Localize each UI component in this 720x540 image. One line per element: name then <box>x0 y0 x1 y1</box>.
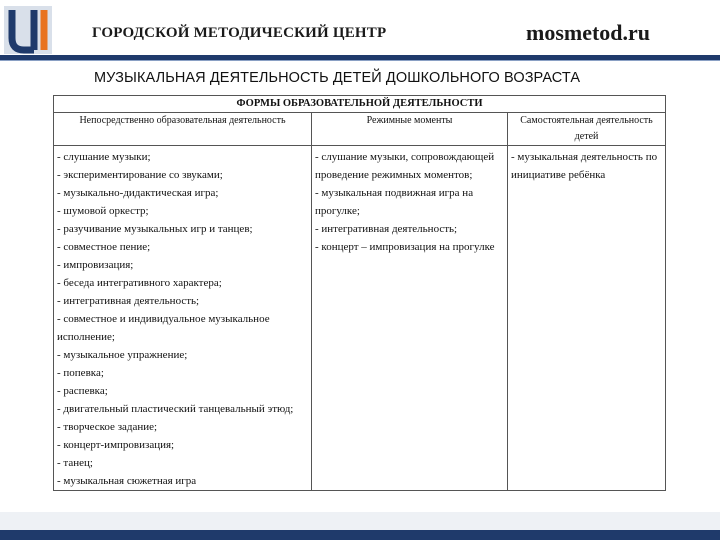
cell-independent-activity <box>508 146 666 491</box>
list-item: - слушание музыки, сопровождающей проведение режимных моментов; <box>315 151 495 181</box>
column-header-routine: Режимные моменты <box>312 113 508 146</box>
page-title: МУЗЫКАЛЬНАЯ ДЕЯТЕЛЬНОСТЬ ДЕТЕЙ ДОШКОЛЬНОГО ВОЗРАСТА <box>94 70 581 86</box>
list-item: - разучивание музыкальных игр и танцев; <box>57 223 253 235</box>
list-item: - экспериментирование со звуками; <box>57 169 223 181</box>
column-header-independent: Самостоятельная деятельность детей <box>508 113 666 146</box>
list-item: - танец; <box>57 457 93 469</box>
list-item: - музыкальное упражнение; <box>57 349 188 361</box>
list-item: - творческое задание; <box>57 421 158 433</box>
site-link[interactable]: mosmetod.ru <box>526 20 651 45</box>
list-item: - слушание музыки; <box>57 151 151 163</box>
list-item: - музыкальная сюжетная игра <box>57 475 197 487</box>
forms-table <box>53 95 666 491</box>
column-header-direct: Непосредственно образовательная деятельность <box>54 113 312 146</box>
list-item: - концерт – импровизация на прогулке <box>315 241 495 253</box>
list-item: - музыкальная деятельность по инициативе ребёнка <box>511 151 658 181</box>
list-item: - беседа интегративного характера; <box>57 277 222 289</box>
list-item: - совместное пение; <box>57 241 151 253</box>
list-item: - распевка; <box>57 385 108 397</box>
direct-activity-list <box>57 148 308 490</box>
list-item: - концерт-импровизация; <box>57 439 175 451</box>
list-item: - совместное и индивидуальное музыкальное исполнение; <box>57 313 270 343</box>
list-item: - интегративная деятельность; <box>57 295 200 307</box>
independent-activity-list <box>511 148 662 184</box>
list-item: - музыкальная подвижная игра на прогулке; <box>315 187 474 217</box>
list-item: - музыкально-дидактическая игра; <box>57 187 219 199</box>
footer-line <box>0 530 720 540</box>
mosmetod-logo-icon <box>0 2 68 56</box>
cell-routine-moments <box>312 146 508 491</box>
list-item: - двигательный пластический танцевальный этюд; <box>57 403 294 415</box>
header-divider-thin <box>0 60 720 61</box>
cell-direct-activity <box>54 146 312 491</box>
list-item: - импровизация; <box>57 259 134 271</box>
list-item: - шумовой оркестр; <box>57 205 149 217</box>
center-name: ГОРОДСКОЙ МЕТОДИЧЕСКИЙ ЦЕНТР <box>92 25 387 41</box>
list-item: - интегративная деятельность; <box>315 223 458 235</box>
table-heading: ФОРМЫ ОБРАЗОВАТЕЛЬНОЙ ДЕЯТЕЛЬНОСТИ <box>54 96 666 113</box>
list-item: - попевка; <box>57 367 104 379</box>
header <box>0 0 720 58</box>
routine-moments-list <box>315 148 504 256</box>
